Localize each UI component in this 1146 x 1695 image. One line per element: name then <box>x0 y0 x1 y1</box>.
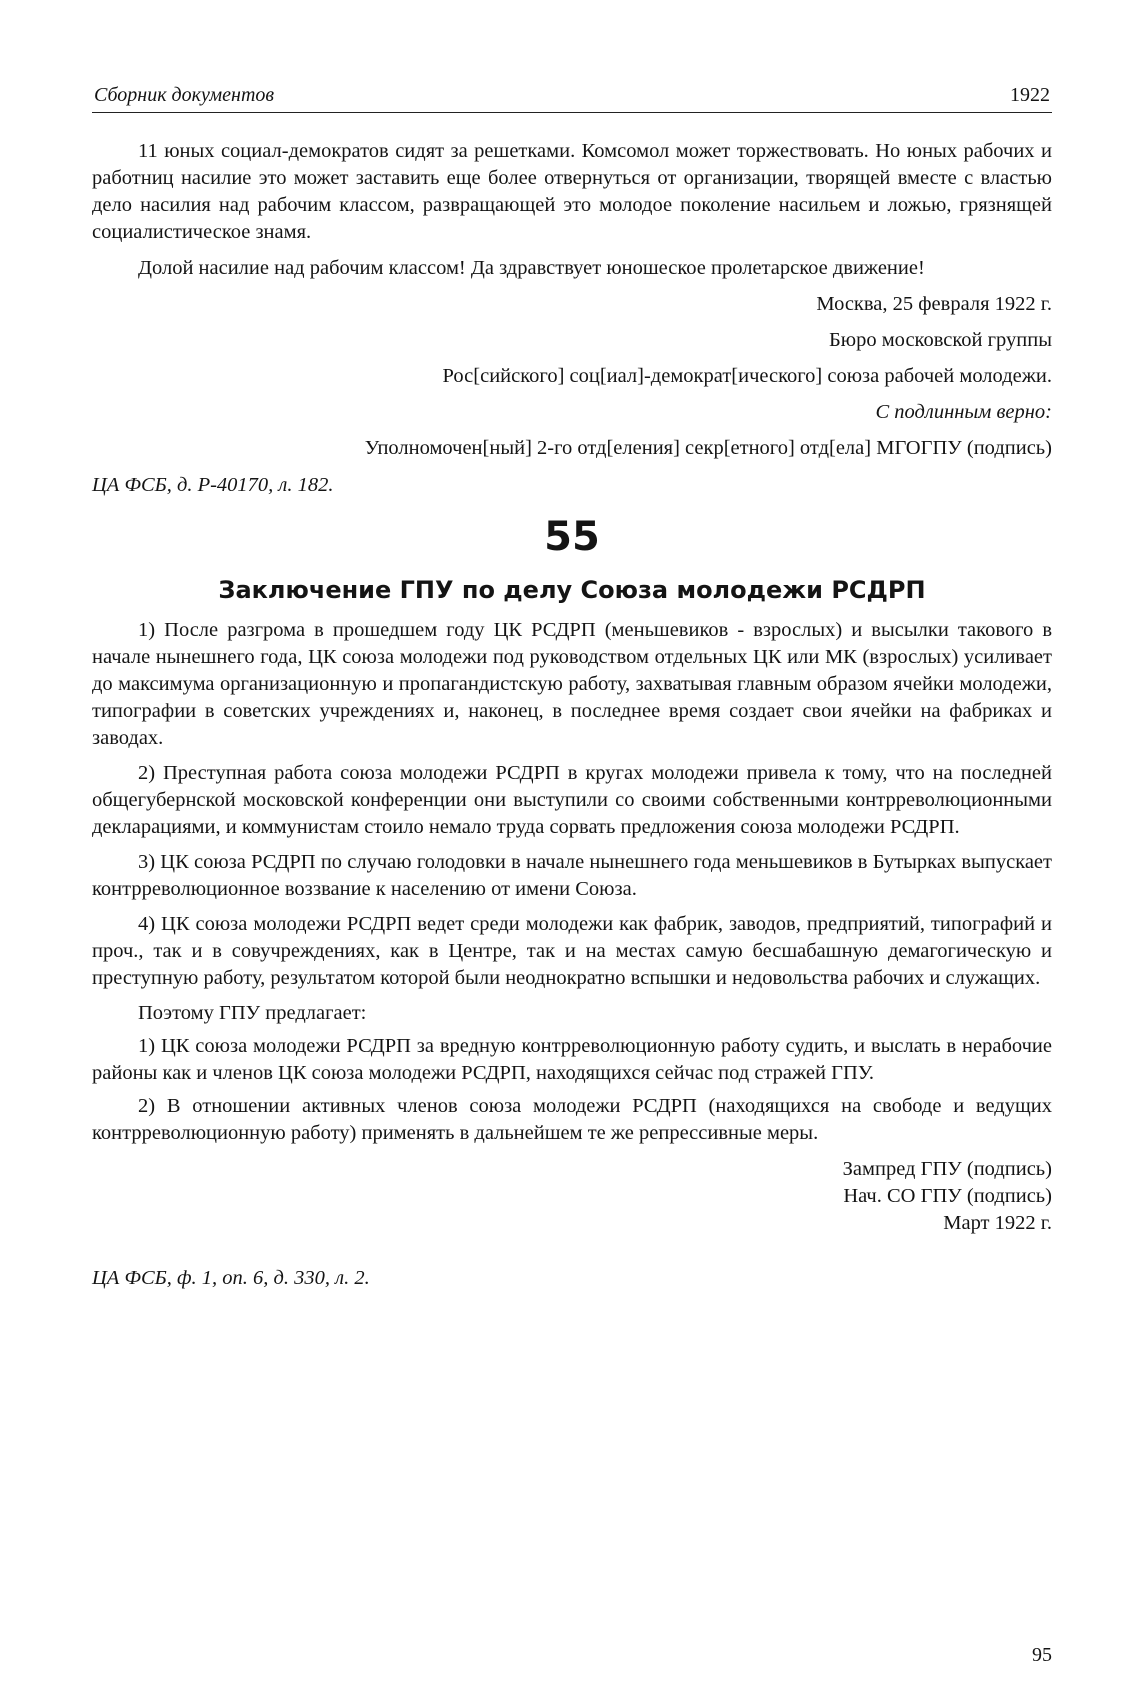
doc2-item: 4) ЦК союза молодежи РСДРП ведет среди молодежи как фабрик, заводов, предприятий, типографий и проч., так и в совучреждениях, как в Центре, так и на местах самую бесшабашную демагогическую и преступную работу, результатом которой были неоднократно вспышки и недовольства рабочих и служащих. <box>92 913 1052 989</box>
header-collection-title: Сборник документов <box>94 84 275 106</box>
doc1-place-date: Москва, 25 февраля 1922 г. <box>816 293 1052 315</box>
doc2-item: 1) После разгрома в прошедшем году ЦК РСДРП (меньшевиков - взрослых) и высылки такового в начале нынешнего года, ЦК союза молодежи под руководством отдельных ЦК или МК (взрослых) усиливает до максимума организационную и пропагандистскую работу, захватывая главным образом ячейки молодежи, типографии в советских учреждениях и, наконец, в последнее время создает свои ячейки на фабриках и заводах. <box>92 619 1052 749</box>
doc2-proposal: 1) ЦК союза молодежи РСДРП за вредную контрреволюционную работу судить, и выслать в нерабочие районы как и членов ЦК союза молодежи РСДРП, находящихся сейчас под стражей ГПУ. <box>92 1035 1052 1084</box>
doc1-signer-line-1: Бюро московской группы <box>829 329 1052 351</box>
doc2-signer-1: Зампред ГПУ (подпись) <box>842 1158 1052 1180</box>
doc2-therefore: Поэтому ГПУ предлагает: <box>138 1002 367 1024</box>
doc2-item: 2) Преступная работа союза молодежи РСДРП в кругах молодежи привела к тому, что на последней общегубернской московской конференции они выступили со своими собственными контрреволюционными декларациями, и коммунистам стоило немало труда сорвать предложения союза молодежи РСДРП. <box>92 762 1052 838</box>
header-year: 1922 <box>1010 84 1050 106</box>
doc2-title: Заключение ГПУ по делу Союза молодежи РСДРП <box>218 576 926 604</box>
doc2-archive-reference: ЦА ФСБ, ф. 1, оп. 6, д. 330, л. 2. <box>92 1267 370 1289</box>
doc2-signer-2: Нач. СО ГПУ (подпись) <box>843 1185 1052 1207</box>
doc1-signer-line-2: Рос[сийского] соц[иал]-демократ[ического] союза рабочей молодежи. <box>442 365 1052 387</box>
doc1-paragraph-2: Долой насилие над рабочим классом! Да здравствует юношеское пролетарское движение! <box>138 257 925 279</box>
doc1-paragraph-1: 11 юных социал-демократов сидят за решетками. Комсомол может торжествовать. Но юных рабочих и работниц насилие это может заставить еще более отвернуться от организации, творящей вместе с властью дело насилия над рабочим классом, развращающей это молодое поколение насильем и ложью, грязнящей социалистическое знамя. <box>92 140 1052 243</box>
doc2-signature-block <box>792 1156 1052 1237</box>
doc2-proposal: 2) В отношении активных членов союза молодежи РСДРП (находящихся на свободе и ведущих контрреволюционную работу) применять в дальнейшем те же репрессивные меры. <box>92 1095 1052 1144</box>
doc2-number: 55 <box>544 514 600 560</box>
doc1-signature-block <box>92 291 1052 462</box>
document-body <box>92 138 1052 1301</box>
doc1-certified-note: С подлинным верно: <box>875 401 1052 423</box>
doc2-item: 3) ЦК союза РСДРП по случаю голодовки в начале нынешнего года меньшевиков в Бутырках выпускает контрреволюционное воззвание к населению от имени Союза. <box>92 851 1052 900</box>
doc2-items <box>92 617 1052 992</box>
running-header <box>92 84 1052 113</box>
page-number: 95 <box>1032 1644 1052 1666</box>
doc1-archive-reference: ЦА ФСБ, д. Р-40170, л. 182. <box>92 474 334 496</box>
doc1-certifier: Уполномочен[ный] 2-го отд[еления] секр[етного] отд[ела] МГОГПУ (подпись) <box>364 437 1052 459</box>
doc2-date: Март 1922 г. <box>943 1212 1052 1234</box>
